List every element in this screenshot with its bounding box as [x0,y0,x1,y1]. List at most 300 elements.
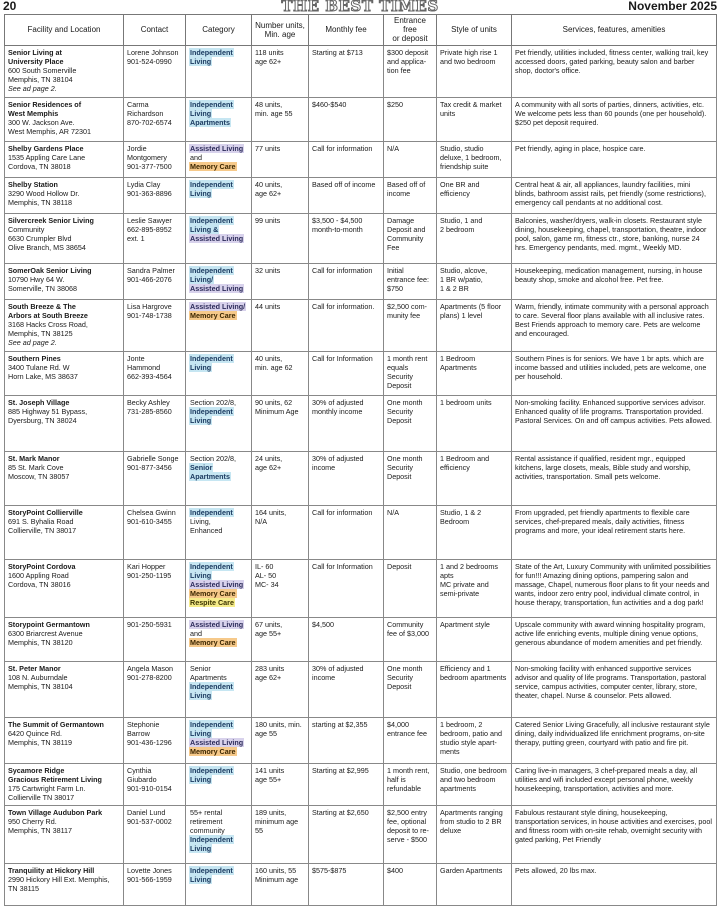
column-header-unit-style: Style of units [437,15,512,46]
category-tag: Independent [190,681,233,691]
contact-line: Barrow [127,728,150,738]
style-line: Studio, alcove, [440,265,488,275]
contact-line: 901-877-3456 [127,462,172,472]
category-line [189,109,248,118]
deposit-cell [384,141,437,177]
category-tag: Independent [190,406,233,416]
contact-cell [124,299,186,351]
table-row [5,805,717,863]
column-header-services: Services, features, amenities [512,15,717,46]
contact-line: Lydia Clay [127,179,161,189]
facility-name: University Place [8,56,64,66]
masthead-title: THE BEST TIMES [281,0,439,15]
facility-address: 108 N. Auburndale [8,672,68,682]
monthly-fee-cell [309,141,384,177]
category-tag: Independent [190,265,233,275]
deposit-cell [384,661,437,717]
category-tag: Living [190,774,212,784]
category-line [189,398,248,407]
monthly-fee-cell [309,97,384,141]
style-line: Efficiency and 1 [440,663,491,673]
contact-line: 901-610-3455 [127,516,172,526]
category-line [189,266,248,275]
style-line: Garden Apartments [440,865,503,875]
services-cell: A community with all sorts of parties, dinners, activities, etc. We welcome pets less than 60 pounds (one per household). $250 pet deposit required. [512,97,717,141]
fee-line: starting at $2,355 [312,719,368,729]
deposit-cell [384,351,437,395]
facility-name: St. Joseph Village [8,397,70,407]
contact-cell [124,141,186,177]
table-row [5,617,717,661]
fee-line: Call for information [312,143,373,153]
category-cell [186,763,252,805]
services-cell: Rental assistance if qualified, resident mgr., equipped kitchens, large closets, meals, Bible study and worship, activities, transportation. Small pets welcome. [512,451,717,505]
deposit-line: $250 [387,99,403,109]
category-line [189,817,248,826]
facility-name: Shelby Station [8,179,58,189]
facility-address: 885 Highway 51 Bypass, [8,406,88,416]
units-line: age 62+ [255,188,282,198]
monthly-fee-cell [309,451,384,505]
facility-address: Somerville, TN 38068 [8,283,77,293]
deposit-cell [384,617,437,661]
category-tag: Assisted Living [190,233,244,243]
deposit-line: $300 deposit [387,47,429,57]
facility-address: Olive Branch, MS 38654 [8,242,86,252]
contact-cell [124,559,186,617]
facility-cell [5,505,124,559]
category-tag: Respite Care [190,597,234,607]
category-tag: Assisted Living [190,283,244,293]
contact-cell [124,451,186,505]
facility-address: Collierville, TN 38017 [8,525,77,535]
fee-line: income [312,462,336,472]
contact-cell [124,395,186,451]
facility-cell [5,451,124,505]
contact-line: 901-910-0154 [127,783,172,793]
category-cell [186,45,252,97]
contact-cell [124,661,186,717]
category-tag: Independent [190,834,233,844]
column-header-deposit: Entrance free or deposit [384,15,437,46]
fee-line: $3,500 - $4,500 [312,215,363,225]
facility-address: 3400 Tulane Rd. W [8,362,70,372]
style-line: from studio to 2 BR [440,816,502,826]
category-tag: 55+ rental [190,807,223,817]
services-cell: Non-smoking facility with enhanced supportive services advisor and quality of life programs. Transportation, pastoral service, campus activities, computer center, library, store, theater, chapel. Nurse & counselor. Pets allowed. [512,661,717,717]
facility-address: 6420 Quince Rd. [8,728,62,738]
unit-style-cell [437,863,512,905]
facility-cell [5,763,124,805]
contact-line: Lovette Jones [127,865,172,875]
category-tag: Section 202/8, [190,397,236,407]
style-line: ments [440,746,460,756]
category-line [189,866,248,875]
deposit-line: Community [387,233,424,243]
units-cell [252,451,309,505]
facility-address: Dyersburg, TN 38024 [8,415,77,425]
category-cell [186,213,252,263]
facility-address: 3168 Hacks Cross Road, [8,319,88,329]
category-cell [186,263,252,299]
facility-cell [5,559,124,617]
category-tag: Independent [190,765,233,775]
category-tag: Living [190,108,212,118]
facility-name: Gracious Retirement Living [8,774,102,784]
category-tag: Living [190,188,212,198]
style-line: Apartments ranging [440,807,503,817]
category-cell [186,177,252,213]
facility-name: West Memphis [8,108,59,118]
table-row [5,559,717,617]
deposit-line: Based off of [387,179,426,189]
facility-cell [5,97,124,141]
category-tag: Assisted Living [190,619,244,629]
deposit-cell [384,45,437,97]
style-line: Apartments [440,362,477,372]
deposit-cell [384,717,437,763]
facility-address: 691 S. Byhalia Road [8,516,74,526]
category-line [189,180,248,189]
style-line: 1 & 2 BR [440,283,469,293]
style-line: efficiency [440,188,470,198]
deposit-cell [384,805,437,863]
units-cell [252,141,309,177]
unit-style-cell [437,395,512,451]
table-header-row [5,15,717,46]
contact-line: 901-278-8200 [127,672,172,682]
facility-name: Shelby Gardens Place [8,143,84,153]
column-header-units: Number units, Min. age [252,15,309,46]
style-line: 1 bedroom units [440,397,492,407]
category-line [189,144,248,153]
category-cell [186,617,252,661]
category-tag: Section 202/8, [190,453,236,463]
contact-line: 901-363-8896 [127,188,172,198]
deposit-line: Security [387,406,413,416]
facility-cell [5,395,124,451]
deposit-line: Deposit and [387,224,426,234]
category-line [189,638,248,647]
units-cell [252,177,309,213]
units-line: age 62+ [255,672,282,682]
fee-line: $575-$875 [312,865,347,875]
monthly-fee-cell [309,299,384,351]
category-tag: Independent [190,353,233,363]
services-cell: State of the Art, Luxury Community with unlimited possibilities for fun!!! Amazing dining options, pampering salon and massage, Chapel, numerous floor plans to fit your needs and wants, indoor zero entry pool, individual climate control, in house therapy, transportation, fun activities and a dog park! [512,559,717,617]
contact-line: 901-436-1296 [127,737,172,747]
fee-line: Starting at $2,995 [312,765,369,775]
table-row [5,213,717,263]
deposit-line: Deposit [387,561,412,571]
services-cell: Pets allowed, 20 lbs max. [512,863,717,905]
units-line: 180 units, min. [255,719,302,729]
category-cell [186,141,252,177]
services-cell: Southern Pines is for seniors. We have 1 br apts. which are income bassed and utilities included, pets are welcome, one per household. [512,351,717,395]
category-line [189,826,248,835]
facility-address: 1600 Appling Road [8,570,69,580]
deposit-line: income [387,188,411,198]
category-tag: Independent [190,179,233,189]
category-line [189,508,248,517]
page-number: 20 [3,0,17,13]
unit-style-cell [437,45,512,97]
table-row [5,45,717,97]
monthly-fee-cell [309,617,384,661]
contact-line: 901-524-0990 [127,56,172,66]
units-line: age 55 [255,728,277,738]
category-tag: Assisted Living [190,143,244,153]
units-line: 24 units, [255,453,283,463]
contact-line: Leslie Sawyer [127,215,172,225]
fee-line: month-to-month [312,224,363,234]
category-cell [186,505,252,559]
deposit-cell [384,505,437,559]
style-line: 1 BR w/patio, [440,274,483,284]
services-cell: Central heat & air, all appliances, laundry facilities, mini blinds, bathroom assist rails, pet friendly (some restrictions), emergency call pendants at no additional cost. [512,177,717,213]
category-line [189,118,248,127]
style-line: plans) 1 level [440,310,483,320]
category-tag: Independent [190,47,233,57]
category-tag: Living [190,874,212,884]
units-line: 90 units, 62 [255,397,293,407]
category-line [189,407,248,416]
deposit-cell [384,97,437,141]
facility-address: Memphis, TN 38117 [8,825,73,835]
contact-line: Stephonie [127,719,160,729]
deposit-line: Damage [387,215,415,225]
facility-address: 2990 Hickory Hill Ext. Memphis, [8,874,110,884]
contact-cell [124,97,186,141]
unit-style-cell [437,763,512,805]
category-line [189,571,248,580]
contact-line: 901-466-2076 [127,274,172,284]
deposit-line: 1 month rent, [387,765,430,775]
category-cell [186,351,252,395]
contact-line: ext. 1 [127,233,145,243]
category-line [189,835,248,844]
units-line: MC- 34 [255,579,279,589]
category-line [189,454,248,463]
contact-line: Lorene Johnson [127,47,179,57]
category-line [189,673,248,682]
category-tag: Enhanced [190,525,223,535]
deposit-cell [384,763,437,805]
deposit-line: Security [387,462,413,472]
category-line [189,363,248,372]
monthly-fee-cell [309,45,384,97]
deposit-line: Deposit [387,471,412,481]
monthly-fee-cell [309,661,384,717]
style-line: deluxe [440,825,462,835]
category-cell [186,717,252,763]
style-line: Private high rise 1 [440,47,498,57]
facility-name: The Summit of Germantown [8,719,104,729]
unit-style-cell [437,505,512,559]
facility-name: Southern Pines [8,353,61,363]
deposit-line: N/A [387,143,399,153]
facility-address: Horn Lake, MS 38637 [8,371,78,381]
deposit-line: $4,000 [387,719,409,729]
category-tag: Independent [190,561,233,571]
facility-cell [5,141,124,177]
contact-cell [124,177,186,213]
table-row [5,177,717,213]
deposit-line: N/A [387,507,399,517]
monthly-fee-cell [309,763,384,805]
deposit-cell [384,263,437,299]
monthly-fee-cell [309,213,384,263]
contact-line: Kari Hopper [127,561,166,571]
category-tag: Assisted Living [190,579,244,589]
facility-name: Senior Residences of [8,99,82,109]
style-line: deluxe, 1 bedroom, [440,152,502,162]
deposit-line: Deposit [387,415,412,425]
facility-name: St. Peter Manor [8,663,61,673]
contact-line: Cynthia [127,765,152,775]
facility-name: SomerOak Senior Living [8,265,92,275]
fee-line: Starting at $2,650 [312,807,369,817]
contact-line: Sandra Palmer [127,265,175,275]
fee-line: monthly income [312,406,363,416]
style-line: 1 bedroom, 2 [440,719,483,729]
units-line: age 62+ [255,462,282,472]
services-cell: Caring live-in managers, 3 chef-prepared meals a day, all utilities and wifi included except personal phone, weekly housekeeping, transportation, activities and more. [512,763,717,805]
fee-line: 30% of adjusted [312,453,364,463]
contact-cell [124,263,186,299]
category-tag: Apartments [190,117,230,127]
contact-cell [124,351,186,395]
facility-address: Moscow, TN 38057 [8,471,70,481]
units-cell [252,559,309,617]
deposit-line: Security [387,672,413,682]
contact-line: Becky Ashley [127,397,170,407]
category-tag: Independent [190,99,233,109]
contact-line: 731-285-8560 [127,406,172,416]
contact-cell [124,763,186,805]
unit-style-cell [437,617,512,661]
category-line [189,311,248,320]
category-cell [186,559,252,617]
facility-address: 3290 Wood Hollow Dr. [8,188,80,198]
category-tag: Assisted Living [190,737,244,747]
category-tag: Living [190,570,212,580]
units-cell [252,299,309,351]
deposit-line: $400 [387,865,403,875]
category-tag: Assisted Living/ [190,301,246,311]
facility-address: Cordova, TN 38018 [8,161,71,171]
column-header-facility: Facility and Location [5,15,124,46]
table-row [5,505,717,559]
category-tag: Living [190,415,212,425]
category-cell [186,451,252,505]
category-line [189,720,248,729]
category-line [189,57,248,66]
facility-cell [5,661,124,717]
fee-line: income [312,672,336,682]
units-cell [252,505,309,559]
category-line [189,100,248,109]
contact-line: Carma [127,99,149,109]
category-line [189,354,248,363]
units-line: 44 units [255,301,281,311]
style-line: 2 bedroom [440,224,475,234]
deposit-line: half is [387,774,406,784]
category-tag: Memory Care [190,746,236,756]
style-line: bedroom apartments [440,672,507,682]
category-tag: Independent [190,865,233,875]
deposit-cell [384,451,437,505]
facility-name: St. Mark Manor [8,453,60,463]
category-tag: Living [190,56,212,66]
style-line: Studio, studio [440,143,484,153]
category-cell [186,395,252,451]
table-row [5,661,717,717]
facility-address: 6300 Briarcrest Avenue [8,628,83,638]
facility-name: South Breeze & The [8,301,76,311]
contact-line: 662-393-4564 [127,371,172,381]
fee-line: Call for Information [312,353,373,363]
monthly-fee-cell [309,863,384,905]
category-line [189,875,248,884]
category-line [189,844,248,853]
ad-reference: See ad page 2. [8,337,57,347]
facility-name: Town Village Audubon Park [8,807,103,817]
fee-line: Based off of income [312,179,376,189]
senior-living-directory-table [4,14,717,906]
style-line: Studio, one bedroom [440,765,507,775]
facility-address: Collierville TN 38017 [8,792,75,802]
deposit-cell [384,299,437,351]
facility-address: 175 Cartwright Farm Ln. [8,783,86,793]
style-line: Studio, 1 & 2 [440,507,482,517]
deposit-line: $750 [387,283,403,293]
units-cell [252,395,309,451]
facility-cell [5,617,124,661]
category-line [189,225,248,234]
facility-name: StoryPoint Collierville [8,507,83,517]
category-tag: Senior [190,663,211,673]
units-cell [252,45,309,97]
contact-line: 901-748-1738 [127,310,172,320]
category-tag: retirement [190,816,223,826]
category-tag: Independent [190,507,233,517]
facility-address: Memphis, TN 38104 [8,74,73,84]
unit-style-cell [437,351,512,395]
category-line [189,747,248,756]
units-line: Minimum age [255,874,299,884]
category-line [189,216,248,225]
fee-line: Call for information. [312,301,375,311]
category-cell [186,805,252,863]
category-line [189,738,248,747]
contact-line: Jordie [127,143,147,153]
style-line: Apartment style [440,619,490,629]
contact-cell [124,505,186,559]
fee-line: $460-$540 [312,99,347,109]
page-header [0,0,720,14]
contact-line: Angela Mason [127,663,173,673]
contact-line: 901-537-0002 [127,816,172,826]
category-line [189,234,248,243]
category-line [189,472,248,481]
category-line [189,766,248,775]
units-line: age 62+ [255,56,282,66]
services-cell: Upscale community with award winning hospitality program, active life enriching events, multiple dining venue options, generous abundance of modern amenities and pet friendly. [512,617,717,661]
contact-line: 662-895-8952 [127,224,172,234]
units-line: IL- 60 [255,561,274,571]
category-line [189,664,248,673]
